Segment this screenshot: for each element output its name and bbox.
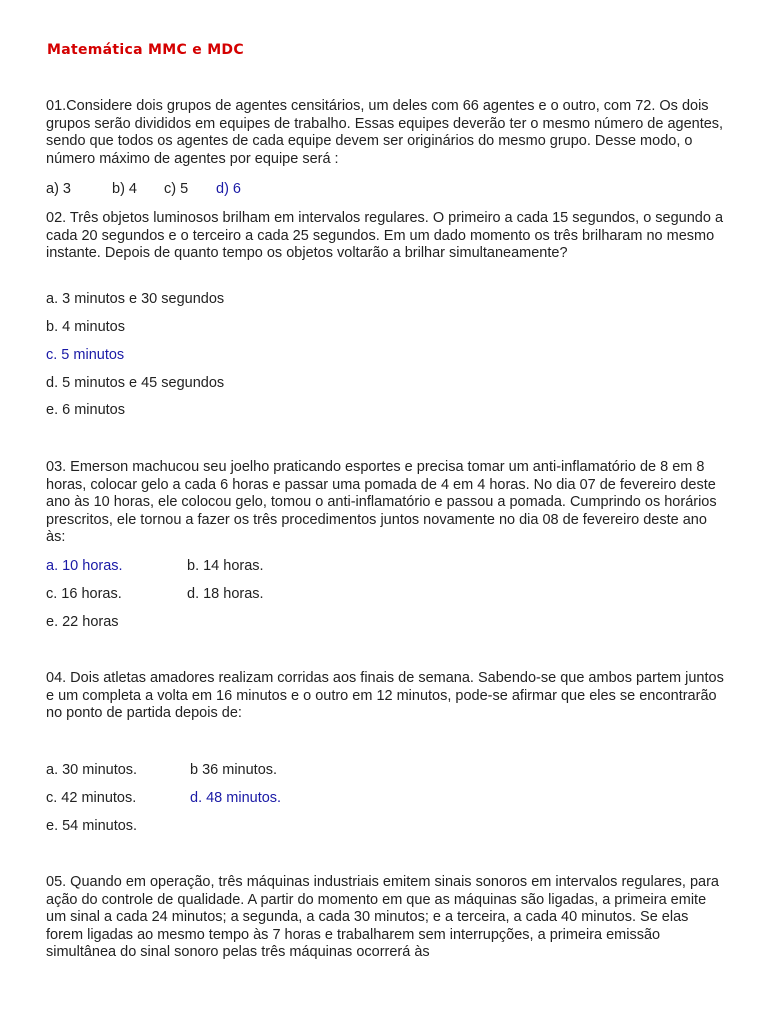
q1-option-b: b) 4 [112,181,137,197]
q4-option-d: d. 48 minutos. [190,790,282,806]
q2-option-d: d. 5 minutos e 45 segundos [46,375,225,391]
q1-option-c: c) 5 [164,181,189,197]
q4-option-b: b 36 minutos. [190,762,278,778]
q3-option-a: a. 10 horas. [46,558,123,574]
q1-option-d: d) 6 [216,181,241,197]
q1-option-a: a) 3 [46,181,71,197]
question-5-text: 05. Quando em operação, três máquinas industriais emitem sinais sonoros em intervalos regulares, para ação do controle de qualidade. A partir do momento em que as máquinas são ligadas, a primeira emite um sinal a cada 24 minutos; a segunda, a cada 30 minutos; e a terceira, a cada 40 minutos. Se elas forem ligadas ao mesmo tempo às 7 horas e trabalharem sem interrupções, a primeira emissão simultânea do sinal sonoro pelas três máquinas ocorrerá às [46,874,719,960]
q3-option-e: e. 22 horas [46,614,119,630]
question-4-text: 04. Dois atletas amadores realizam corridas aos finais de semana. Sabendo-se que ambos partem juntos e um completa a volta em 16 minutos e o outro em 12 minutos, pode-se afirmar que eles se encontrarão no ponto de partida depois de: [46,670,724,721]
q3-option-b: b. 14 horas. [187,558,264,574]
q2-option-b: b. 4 minutos [46,319,125,335]
q4-option-a: a. 30 minutos. [46,762,138,778]
q3-option-c: c. 16 horas. [46,586,122,602]
question-2-text: 02. Três objetos luminosos brilham em intervalos regulares. O primeiro a cada 15 segundos, o segundo a cada 20 segundos e o terceiro a cada 25 segundos. Em um dado momento os três brilharam no mesmo instante. Depois de quanto tempo os objetos voltarão a brilhar simultaneamente? [46,210,724,261]
question-1-text: 01.Considere dois grupos de agentes censitários, um deles com 66 agentes e o outro, com 72. Os dois grupos serão divididos em equipes de trabalho. Essas equipes deverão ter o mesmo número de agentes, sendo que todos os agentes de cada equipe devem ser originários do mesmo grupo. Desse modo, o número máximo de agentes por equipe será : [46,98,724,167]
q2-option-a: a. 3 minutos e 30 segundos [46,291,225,307]
q2-option-c: c. 5 minutos [46,347,125,363]
question-3-text: 03. Emerson machucou seu joelho praticando esportes e precisa tomar um anti-inflamatório de 8 em 8 horas, colocar gelo a cada 6 horas e passar uma pomada de 4 em 4 horas. No dia 07 de fevereiro deste ano às 10 horas, ele colocou gelo, tomou o anti-inflamatório e passou a pomada. Cumprindo os horários prescritos, ele tornou a fazer os três procedimentos juntos novamente no dia 08 de fevereiro deste ano às: [46,459,717,545]
q4-option-c: c. 42 minutos. [46,790,137,806]
q4-option-e: e. 54 minutos. [46,818,138,834]
page-title: Matemática MMC e MDC [47,42,244,58]
q3-option-d: d. 18 horas. [187,586,264,602]
q2-option-e: e. 6 minutos [46,402,125,418]
